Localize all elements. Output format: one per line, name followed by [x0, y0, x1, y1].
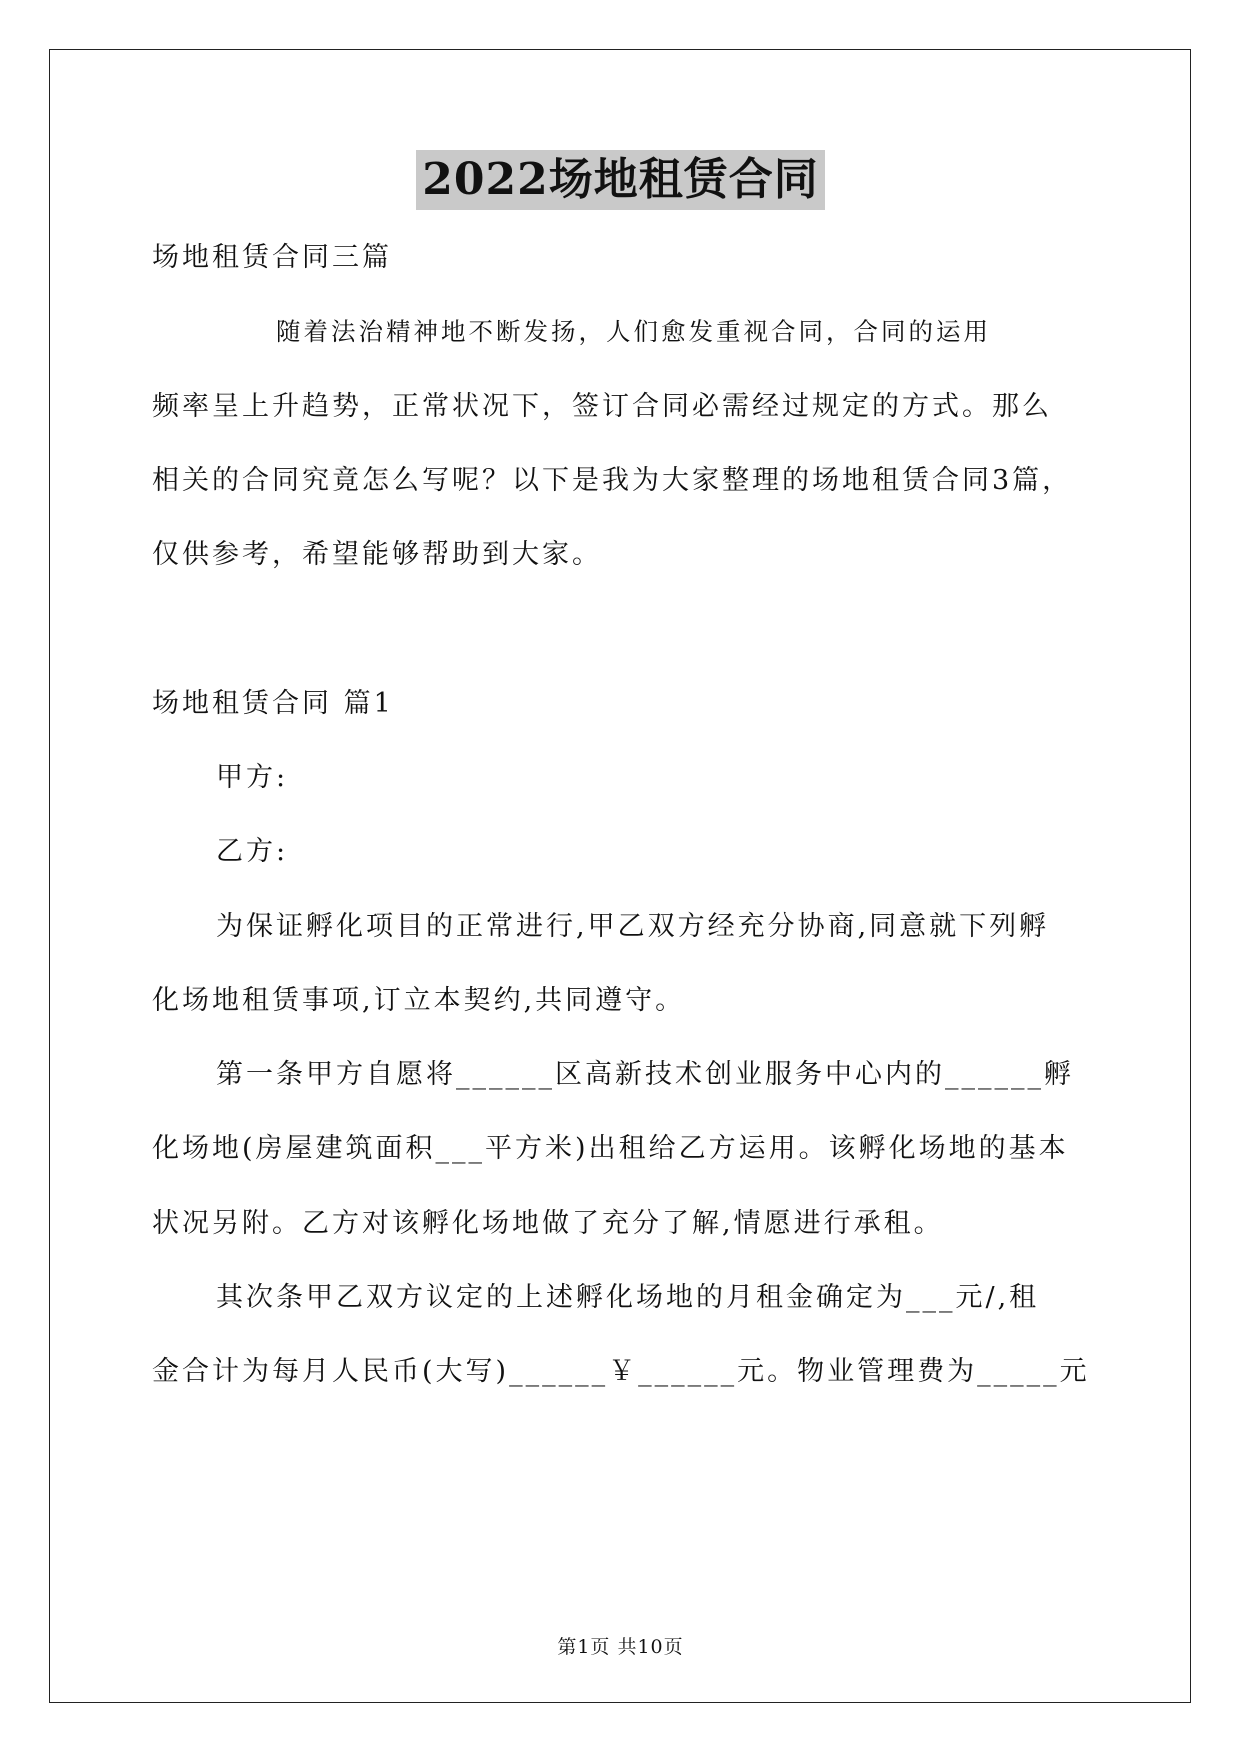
page-footer: 第1页 共10页	[557, 1636, 684, 1658]
intro-line-4: 仅供参考，希望能够帮助到大家。	[152, 539, 602, 570]
page-border	[49, 49, 1191, 1703]
body-line-1: 为保证孵化项目的正常进行,甲乙双方经充分协商,同意就下列孵	[216, 911, 1050, 942]
body-line-5: 状况另附。乙方对该孵化场地做了充分了解,情愿进行承租。	[152, 1208, 944, 1239]
body-line-3: 第一条甲方自愿将______区高新技术创业服务中心内的______孵	[216, 1059, 1074, 1090]
intro-line-3: 相关的合同究竟怎么写呢？以下是我为大家整理的场地租赁合同3篇，	[152, 465, 1073, 496]
intro-line-1: 随着法治精神地不断发扬，人们愈发重视合同，合同的运用	[276, 317, 991, 346]
intro-line-2: 频率呈上升趋势，正常状况下，签订合同必需经过规定的方式。那么	[152, 391, 1052, 422]
body-line-2: 化场地租赁事项,订立本契约,共同遵守。	[152, 985, 686, 1016]
document-title: 2022场地租赁合同	[416, 150, 824, 210]
body-line-6: 其次条甲乙双方议定的上述孵化场地的月租金确定为___元/,租	[216, 1282, 1040, 1313]
party-b-label: 乙方:	[216, 836, 289, 867]
subtitle: 场地租赁合同三篇	[152, 242, 392, 273]
body-line-7: 金合计为每月人民币(大写)______￥______元。物业管理费为_____元	[152, 1356, 1090, 1387]
party-a-label: 甲方:	[216, 762, 289, 793]
title-container	[0, 150, 1241, 210]
section-heading: 场地租赁合同 篇1	[152, 688, 394, 719]
body-line-4: 化场地(房屋建筑面积___平方米)出租给乙方运用。该孵化场地的基本	[152, 1133, 1069, 1164]
